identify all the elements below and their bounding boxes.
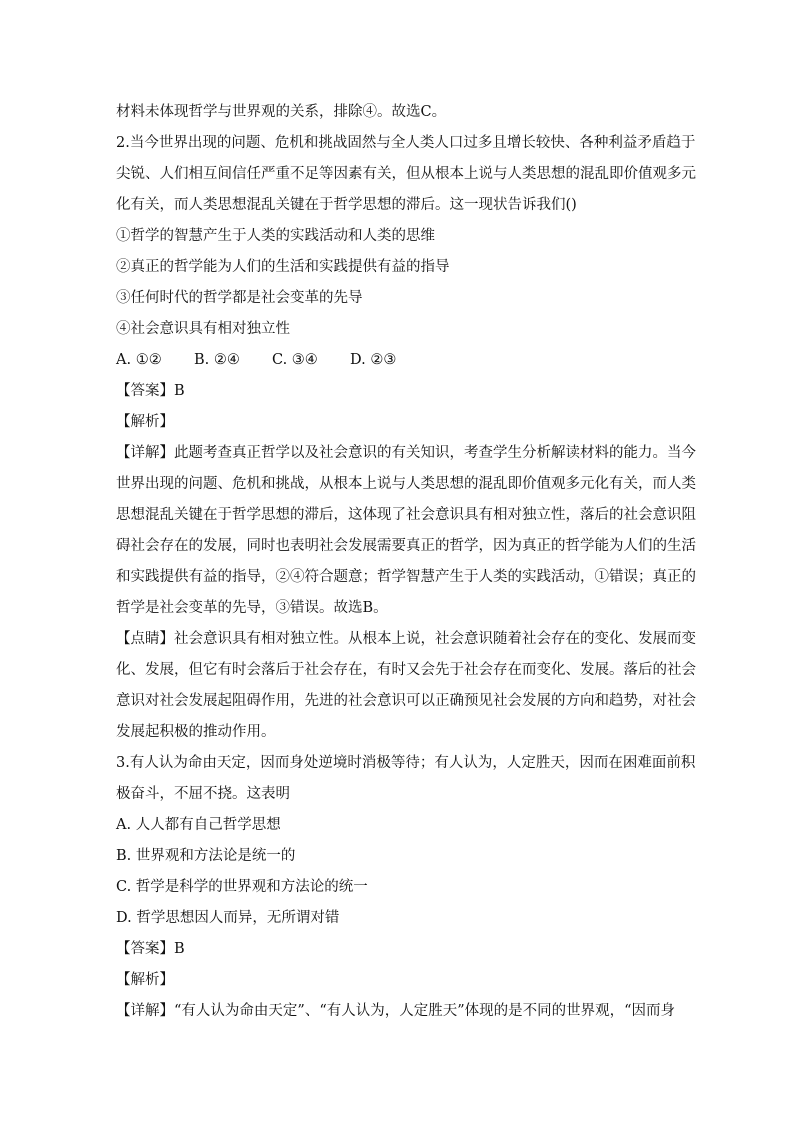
question-3-stem: 极奋斗，不屈不挠。这表明 <box>116 786 290 802</box>
explanation-line: 思想混乱关键在于哲学思想的滞后，这体现了社会意识具有相对独立性，落后的社会意识阻 <box>116 507 696 523</box>
option-b: B. 世界观和方法论是统一的 <box>116 848 296 864</box>
option-b: B. ②④ <box>194 352 240 368</box>
explanation-line: 碍社会存在的发展，同时也表明社会发展需要真正的哲学，因为真正的哲学能为人们的生活 <box>116 538 696 554</box>
answer-label: 【答案】B <box>116 383 185 399</box>
statement-4: ④社会意识具有相对独立性 <box>116 321 290 337</box>
text-line: 化有关，而人类思想混乱关键在于哲学思想的滞后。这一现状告诉我们() <box>116 197 577 213</box>
option-d: D. 哲学思想因人而异，无所谓对错 <box>116 910 340 926</box>
option-c: C. ③④ <box>272 352 318 368</box>
analysis-label: 【解析】 <box>116 972 174 988</box>
option-d: D. ②③ <box>350 352 397 368</box>
explanation-line: 【详解】此题考查真正哲学以及社会意识的有关知识，考查学生分析解读材料的能力。当今 <box>116 445 696 461</box>
tip-line: 化、发展，但它有时会落后于社会存在，有时又会先于社会存在而变化、发展。落后的社会 <box>116 662 696 678</box>
question-2-options <box>116 350 396 370</box>
answer-label: 【答案】B <box>116 941 185 957</box>
option-a: A. 人人都有自己哲学思想 <box>116 817 281 833</box>
option-a: A. ①② <box>116 352 162 368</box>
analysis-label: 【解析】 <box>116 414 174 430</box>
statement-2: ②真正的哲学能为人们的生活和实践提供有益的指导 <box>116 259 450 275</box>
tip-line: 发展起积极的推动作用。 <box>116 724 276 740</box>
tip-line: 【点睛】社会意识具有相对独立性。从根本上说，社会意识随着社会存在的变化、发展而变 <box>116 631 696 647</box>
statement-1: ①哲学的智慧产生于人类的实践活动和人类的思维 <box>116 228 435 244</box>
option-c: C. 哲学是科学的世界观和方法论的统一 <box>116 879 368 895</box>
explanation-line: 【详解】“有人认为命由天定”、“有人认为，人定胜天”体现的是不同的世界观，“因而身 <box>116 1003 676 1019</box>
question-3-stem: 3.有人认为命由天定，因而身处逆境时消极等待；有人认为，人定胜天，因而在困难面前积 <box>116 755 696 771</box>
explanation-line: 世界出现的问题、危机和挑战，从根本上说与人类思想的混乱即价值观多元化有关，而人类 <box>116 476 696 492</box>
text-line: 尖锐、人们相互间信任严重不足等因素有关，但从根本上说与人类思想的混乱即价值观多元 <box>116 166 696 182</box>
tip-line: 意识对社会发展起阻碍作用，先进的社会意识可以正确预见社会发展的方向和趋势，对社会 <box>116 693 696 709</box>
text-line: 材料未体现哲学与世界观的关系，排除④。故选C。 <box>116 104 447 120</box>
question-2-stem: 2.当今世界出现的问题、危机和挑战固然与全人类人口过多且增长较快、各种利益矛盾趋于 <box>116 135 696 151</box>
statement-3: ③任何时代的哲学都是社会变革的先导 <box>116 290 363 306</box>
explanation-line: 哲学是社会变革的先导，③错误。故选B。 <box>116 600 388 616</box>
explanation-line: 和实践提供有益的指导，②④符合题意；哲学智慧产生于人类的实践活动，①错误；真正的 <box>116 569 696 585</box>
